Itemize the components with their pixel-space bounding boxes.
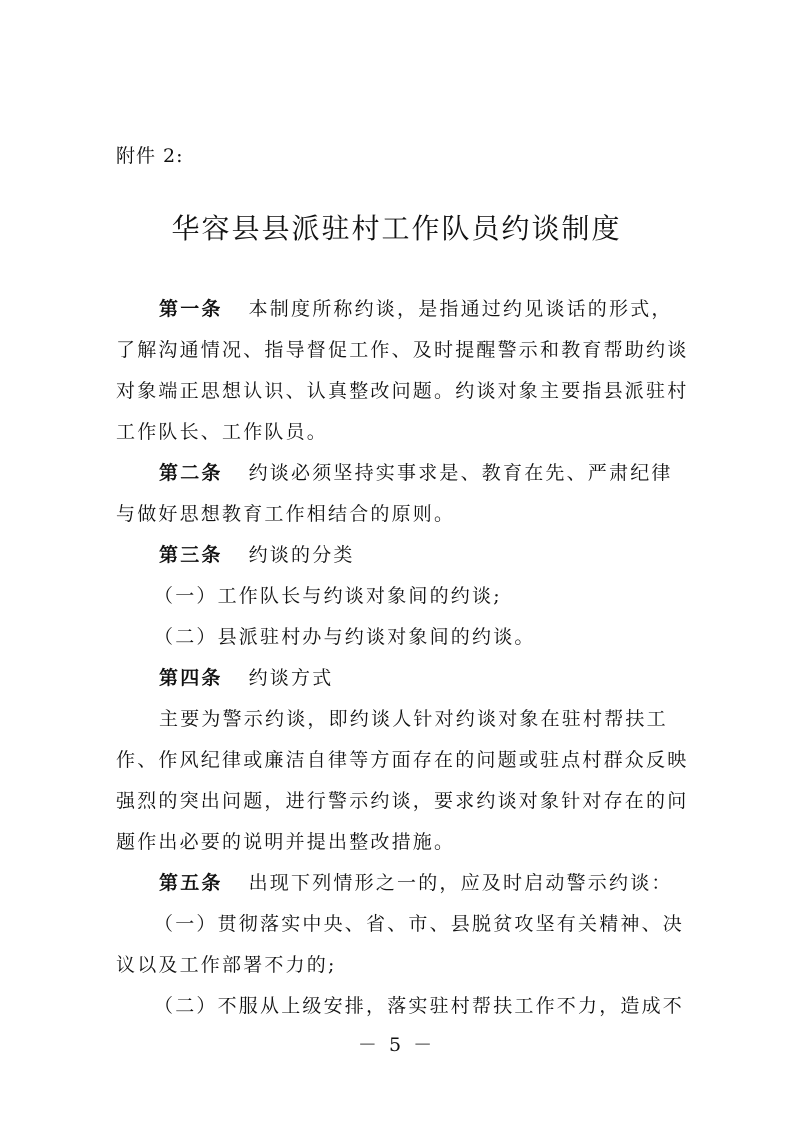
article2-line-2: 与做好思想教育工作相结合的原则。 <box>116 503 456 525</box>
article3-first-line <box>159 546 355 565</box>
article3-text: 约谈的分类 <box>248 544 355 566</box>
article2-first-line <box>159 464 673 483</box>
page-title: 华容县县派驻村工作队员约谈制度 <box>171 212 622 245</box>
article5-line-2: 议以及工作部署不力的; <box>116 954 337 976</box>
article1-line-4: 工作队长、工作队员。 <box>116 421 329 443</box>
article3-label: 第三条 <box>159 544 223 566</box>
article5-line-1: （一）贯彻落实中央、省、市、县脱贫攻坚有关精神、决 <box>154 913 685 935</box>
article1-first-line <box>159 300 673 319</box>
article5-first-line <box>159 874 673 893</box>
article3-item-1: （一）工作队长与约谈对象间的约谈; <box>154 585 502 607</box>
article4-line-2: 作、作风纪律或廉洁自律等方面存在的问题或驻点村群众反映 <box>116 749 689 771</box>
article5-label: 第五条 <box>159 872 223 894</box>
article2-label: 第二条 <box>159 462 223 484</box>
article4-text: 约谈方式 <box>248 667 334 689</box>
article5-line-3: （二）不服从上级安排，落实驻村帮扶工作不力，造成不 <box>154 995 685 1017</box>
article1-line-2: 了解沟通情况、指导督促工作、及时提醒警示和教育帮助约谈 <box>116 339 689 361</box>
article5-text: 出现下列情形之一的，应及时启动警示约谈： <box>248 872 673 894</box>
article4-line-3: 强烈的突出问题，进行警示约谈，要求约谈对象针对存在的问 <box>116 790 689 812</box>
attachment-label: 附件 2: <box>116 145 184 167</box>
article2-line-1: 约谈必须坚持实事求是、教育在先、严肃纪律 <box>248 462 673 484</box>
article1-label: 第一条 <box>159 298 223 320</box>
article3-item-2: （二）县派驻村办与约谈对象间的约谈。 <box>154 626 536 648</box>
article4-line-1: 主要为警示约谈，即约谈人针对约谈对象在驻村帮扶工 <box>159 708 668 730</box>
article4-first-line <box>159 669 333 688</box>
article1-line-3: 对象端正思想认识、认真整改问题。约谈对象主要指县派驻村 <box>116 380 689 402</box>
article4-line-4: 题作出必要的说明并提出整改措施。 <box>116 831 456 853</box>
page-number: － 5 － <box>357 1034 436 1056</box>
article4-label: 第四条 <box>159 667 223 689</box>
article1-line-1: 本制度所称约谈，是指通过约见谈话的形式， <box>248 298 673 320</box>
